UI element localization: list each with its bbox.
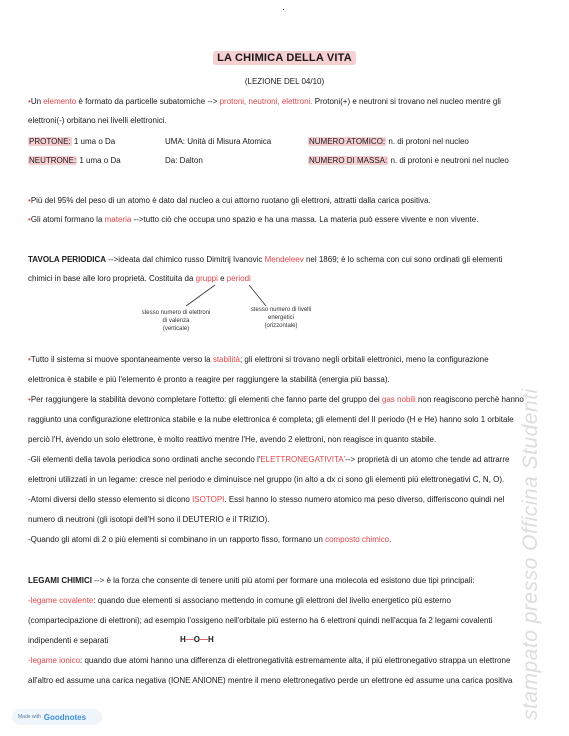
note-gruppi (126, 309, 226, 333)
badge-brand: Goodnotes (43, 712, 87, 722)
intro-text: Protoni(+) e neutroni si trovano nel nucleo mentre gli (312, 97, 501, 106)
ottetto-line-3: perciò l'H, avendo un solo elettrone, è molto reattivo mentre l'He, avendo 2 elettroni, non reagisce in quanto stabile. (28, 435, 437, 444)
intro-line-2: elettroni(-) orbitano nei livelli elettronici. (28, 116, 167, 125)
stab-text: non reagiscono perchè hanno (415, 395, 524, 404)
water-formula (180, 635, 214, 644)
stab-text: . (389, 535, 392, 544)
arrow-gruppi (186, 285, 215, 306)
heading-tavola-periodica: TAVOLA PERIODICA (28, 255, 107, 264)
label-numero-atomico: NUMERO ATOMICO: (309, 137, 386, 146)
point-text: Gli atomi formano la (30, 215, 105, 224)
term-elemento: elemento (43, 97, 77, 106)
term-materia: materia (104, 215, 132, 224)
elettro-line-2: elettroni utilizzati in un legame: cresce nel periodo e diminuisce nel gruppo (in alto a dx ci sono gli elementi più elettronegativi C, N, O). (28, 475, 505, 484)
ionico-line-2: all'altro ed assume una carica negativa (IONE ANIONE) mentre il meno elettronegativo perde un elettrone ed assume una carica positiva (28, 676, 513, 685)
legami-text: : quando due elementi si associano mettendo in comune gli elettroni del livello energetico più esterno (93, 596, 451, 605)
note-line: (verticale) (162, 326, 190, 332)
point-text: -->tutto ciò che occupa uno spazio e ha una massa. La materia può essere vivente e non vivente. (131, 215, 479, 224)
term-legame-ionico: -legame ionico (28, 656, 81, 665)
label-numero-massa: NUMERO DI MASSA: (309, 156, 388, 165)
badge-made-with: Made with (18, 714, 41, 720)
atom-h: H (180, 635, 186, 644)
def-value: 1 uma o Da (77, 156, 121, 165)
goodnotes-badge (12, 709, 102, 725)
note-line: energetici (267, 315, 294, 321)
def-value: n. di protoni e neutroni nel nucleo (388, 156, 509, 165)
note-line: stesso numero di livelli (250, 307, 312, 313)
stab-text: Tutto il sistema si muove spontaneamente verso la (30, 355, 213, 364)
tavola-text: nel 1869; è lo schema con cui sono ordinati gli elementi (303, 255, 503, 264)
legami-text: --> è la forza che consente di tenere uniti più atomi per formare una molecola ed esistono due tipi principali: (92, 576, 475, 585)
note-line: di valenza (162, 318, 190, 324)
bond-line: — (185, 635, 194, 644)
legami-line-1 (28, 576, 475, 586)
stab-text: -Quando gli atomi di 2 o più elementi si combinano in un rapporto fisso, formano un (28, 535, 326, 544)
bullet: • (28, 215, 31, 224)
bond-line: — (200, 635, 209, 644)
atom-o: O (193, 635, 201, 644)
point-text: Più del 95% del peso di un atomo è dato dal nucleo a cui attorno ruotano gli elettroni, attratti dalla carica positiva. (30, 196, 431, 205)
tavola-text: chimici in base alle loro proprietà. Costituita da (28, 274, 196, 283)
stab-text: -Atomi diversi dello stesso elemento si dicono (28, 495, 193, 504)
intro-text: Un (30, 97, 44, 106)
heading-legami-chimici: LEGAMI CHIMICI (28, 576, 92, 585)
bullet: • (28, 395, 31, 404)
term-stabilita: stabilità (212, 355, 240, 364)
term-periodi: periodi (226, 274, 251, 283)
elettro-line-1 (28, 455, 509, 465)
bullet: • (28, 196, 31, 205)
composto-line (28, 535, 391, 545)
bullet: • (28, 97, 31, 106)
def-uma: UMA: Unità di Misura Atomica (165, 137, 272, 146)
ottetto-line-2: raggiunto una configurazione elettronica stabile e la nube elettronica è completa; gli elementi del II periodo (H e He) hanno solo 1 orbitale (28, 415, 514, 424)
stab-line-1 (28, 355, 489, 365)
term-composto-chimico: composto chimico (325, 535, 390, 544)
stab-text: --> proprietà di un atomo che tende ad attrarre (345, 455, 510, 464)
atom-h: H (208, 635, 214, 644)
covalente-line-2: (compartecipazione di elettroni); ad esempio l'ossigeno nell'orbitale più esterno ha 6 elettroni quindi nell'acqua fa 2 legami covalenti (28, 616, 493, 625)
label-neutrone: NEUTRONE: (29, 156, 77, 165)
note-periodi (234, 306, 328, 330)
def-value: 1 uma o Da (71, 137, 116, 146)
watermark: stampato presso Officina Studenti (519, 388, 542, 720)
term-isotopi: ISOTOPI (192, 495, 225, 504)
term-legame-covalente: -legame covalente (28, 596, 94, 605)
note-line: stesso numero di elettroni (141, 310, 211, 316)
term-gas-nobili: gas nobili (381, 395, 416, 404)
page-subtitle: (LEZIONE DEL 04/10) (244, 77, 325, 86)
stab-text: ; gli elettroni si trovano negli orbitali elettronici, meno la configurazione (239, 355, 489, 364)
title-highlight: LA CHIMICA DELLA VITA (213, 51, 356, 65)
covalente-line-1 (28, 596, 451, 606)
intro-text: è formato da particelle subatomiche --> (76, 97, 220, 106)
note-line: (orizzontale) (264, 323, 298, 329)
stab-line-2: elettronica è stabile e più l'elemento è pronto a reagire per raggiungere la stabilità (energia più bassa). (28, 375, 390, 384)
bullet: • (28, 355, 31, 364)
isotopi-line-1 (28, 495, 504, 505)
ionico-line-1 (28, 656, 510, 666)
stab-text: Per raggiungere la stabilità devono completare l'ottetto: gli elementi che fanno parte del gruppo dei (30, 395, 382, 404)
tavola-text: e (217, 274, 227, 283)
stab-text: -Gli elementi della tavola periodica sono ordinati anche secondo l' (28, 455, 261, 464)
tavola-text: -->ideata dal chimico russo Dimitrij Ivanovic (106, 255, 265, 264)
page-dot: · (282, 4, 285, 14)
term-gruppi: gruppi (195, 274, 218, 283)
isotopi-line-2: numero di neutroni (gli isotopi dell'H sono il DEUTERIO e il TRIZIO). (28, 515, 270, 524)
def-value: n. di protoni nel nucleo (386, 137, 469, 146)
term-mendeleev: Mendeleev (264, 255, 304, 264)
term-elettronegativita: ELETTRONEGATIVITA' (260, 455, 346, 464)
stab-text: . Essi hanno lo stesso numero atomico ma peso diverso, differiscono quindi nel (224, 495, 505, 504)
legami-text: : quando due atomi hanno una differenza di elettronegatività estremamente alta, il più elettronegativo strappa un elettrone (80, 656, 511, 665)
term-particelle: protoni, neutroni, elettroni. (219, 97, 313, 106)
covalente-line-3: indipendenti e separati (28, 636, 109, 645)
ottetto-line-1 (28, 395, 524, 405)
def-da: Da: Dalton (165, 156, 203, 165)
label-protone: PROTONE: (29, 137, 71, 146)
arrow-periodi (249, 285, 266, 306)
